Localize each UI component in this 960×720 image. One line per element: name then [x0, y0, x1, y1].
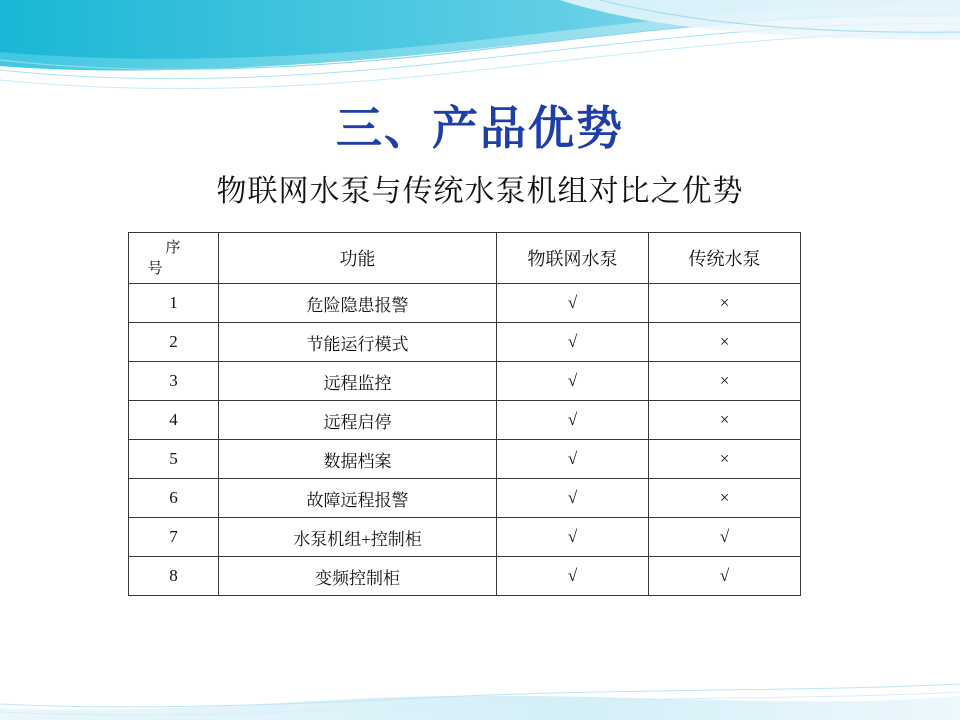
table-row: [129, 440, 801, 479]
cell-no: 7: [129, 518, 219, 557]
cell-iot-mark: √: [497, 479, 649, 518]
cell-traditional-mark: ×: [649, 362, 801, 401]
cell-iot-mark: √: [497, 401, 649, 440]
cell-traditional-mark: ×: [649, 479, 801, 518]
header-cell-function: 功能: [219, 233, 497, 284]
comparison-table-container: [128, 232, 800, 596]
cell-function: 危险隐患报警: [219, 284, 497, 323]
table-header-row: [129, 233, 801, 284]
header-cell-iot-pump: 物联网水泵: [497, 233, 649, 284]
header-no-bottom: 号: [147, 261, 163, 277]
cell-function: 故障远程报警: [219, 479, 497, 518]
cell-no: 2: [129, 323, 219, 362]
cell-no: 1: [129, 284, 219, 323]
table-row: [129, 284, 801, 323]
table-row: [129, 557, 801, 596]
comparison-table: [128, 232, 801, 596]
table-row: [129, 479, 801, 518]
cell-traditional-mark: ×: [649, 401, 801, 440]
cell-function: 远程监控: [219, 362, 497, 401]
table-row: [129, 362, 801, 401]
cell-function: 节能运行模式: [219, 323, 497, 362]
cell-traditional-mark: ×: [649, 440, 801, 479]
cell-iot-mark: √: [497, 518, 649, 557]
cell-no: 5: [129, 440, 219, 479]
cell-traditional-mark: √: [649, 557, 801, 596]
cell-iot-mark: √: [497, 362, 649, 401]
table-row: [129, 323, 801, 362]
table-row: [129, 401, 801, 440]
cell-no: 6: [129, 479, 219, 518]
cell-traditional-mark: ×: [649, 323, 801, 362]
cell-no: 8: [129, 557, 219, 596]
cell-no: 4: [129, 401, 219, 440]
page-title: 三、产品优势: [336, 102, 624, 154]
table-row: [129, 518, 801, 557]
cell-function: 水泵机组+控制柜: [219, 518, 497, 557]
table-body: [129, 233, 801, 596]
cell-iot-mark: √: [497, 323, 649, 362]
cell-function: 变频控制柜: [219, 557, 497, 596]
header-no-top: 序: [165, 240, 181, 256]
cell-function: 数据档案: [219, 440, 497, 479]
page-subtitle: 物联网水泵与传统水泵机组对比之优势: [216, 175, 744, 208]
header-cell-no: [129, 233, 219, 284]
cell-iot-mark: √: [497, 440, 649, 479]
header-cell-traditional-pump: 传统水泵: [649, 233, 801, 284]
cell-no: 3: [129, 362, 219, 401]
cell-iot-mark: √: [497, 557, 649, 596]
cell-traditional-mark: ×: [649, 284, 801, 323]
cell-function: 远程启停: [219, 401, 497, 440]
cell-traditional-mark: √: [649, 518, 801, 557]
bottom-decoration-graphic: [0, 600, 960, 720]
cell-iot-mark: √: [497, 284, 649, 323]
